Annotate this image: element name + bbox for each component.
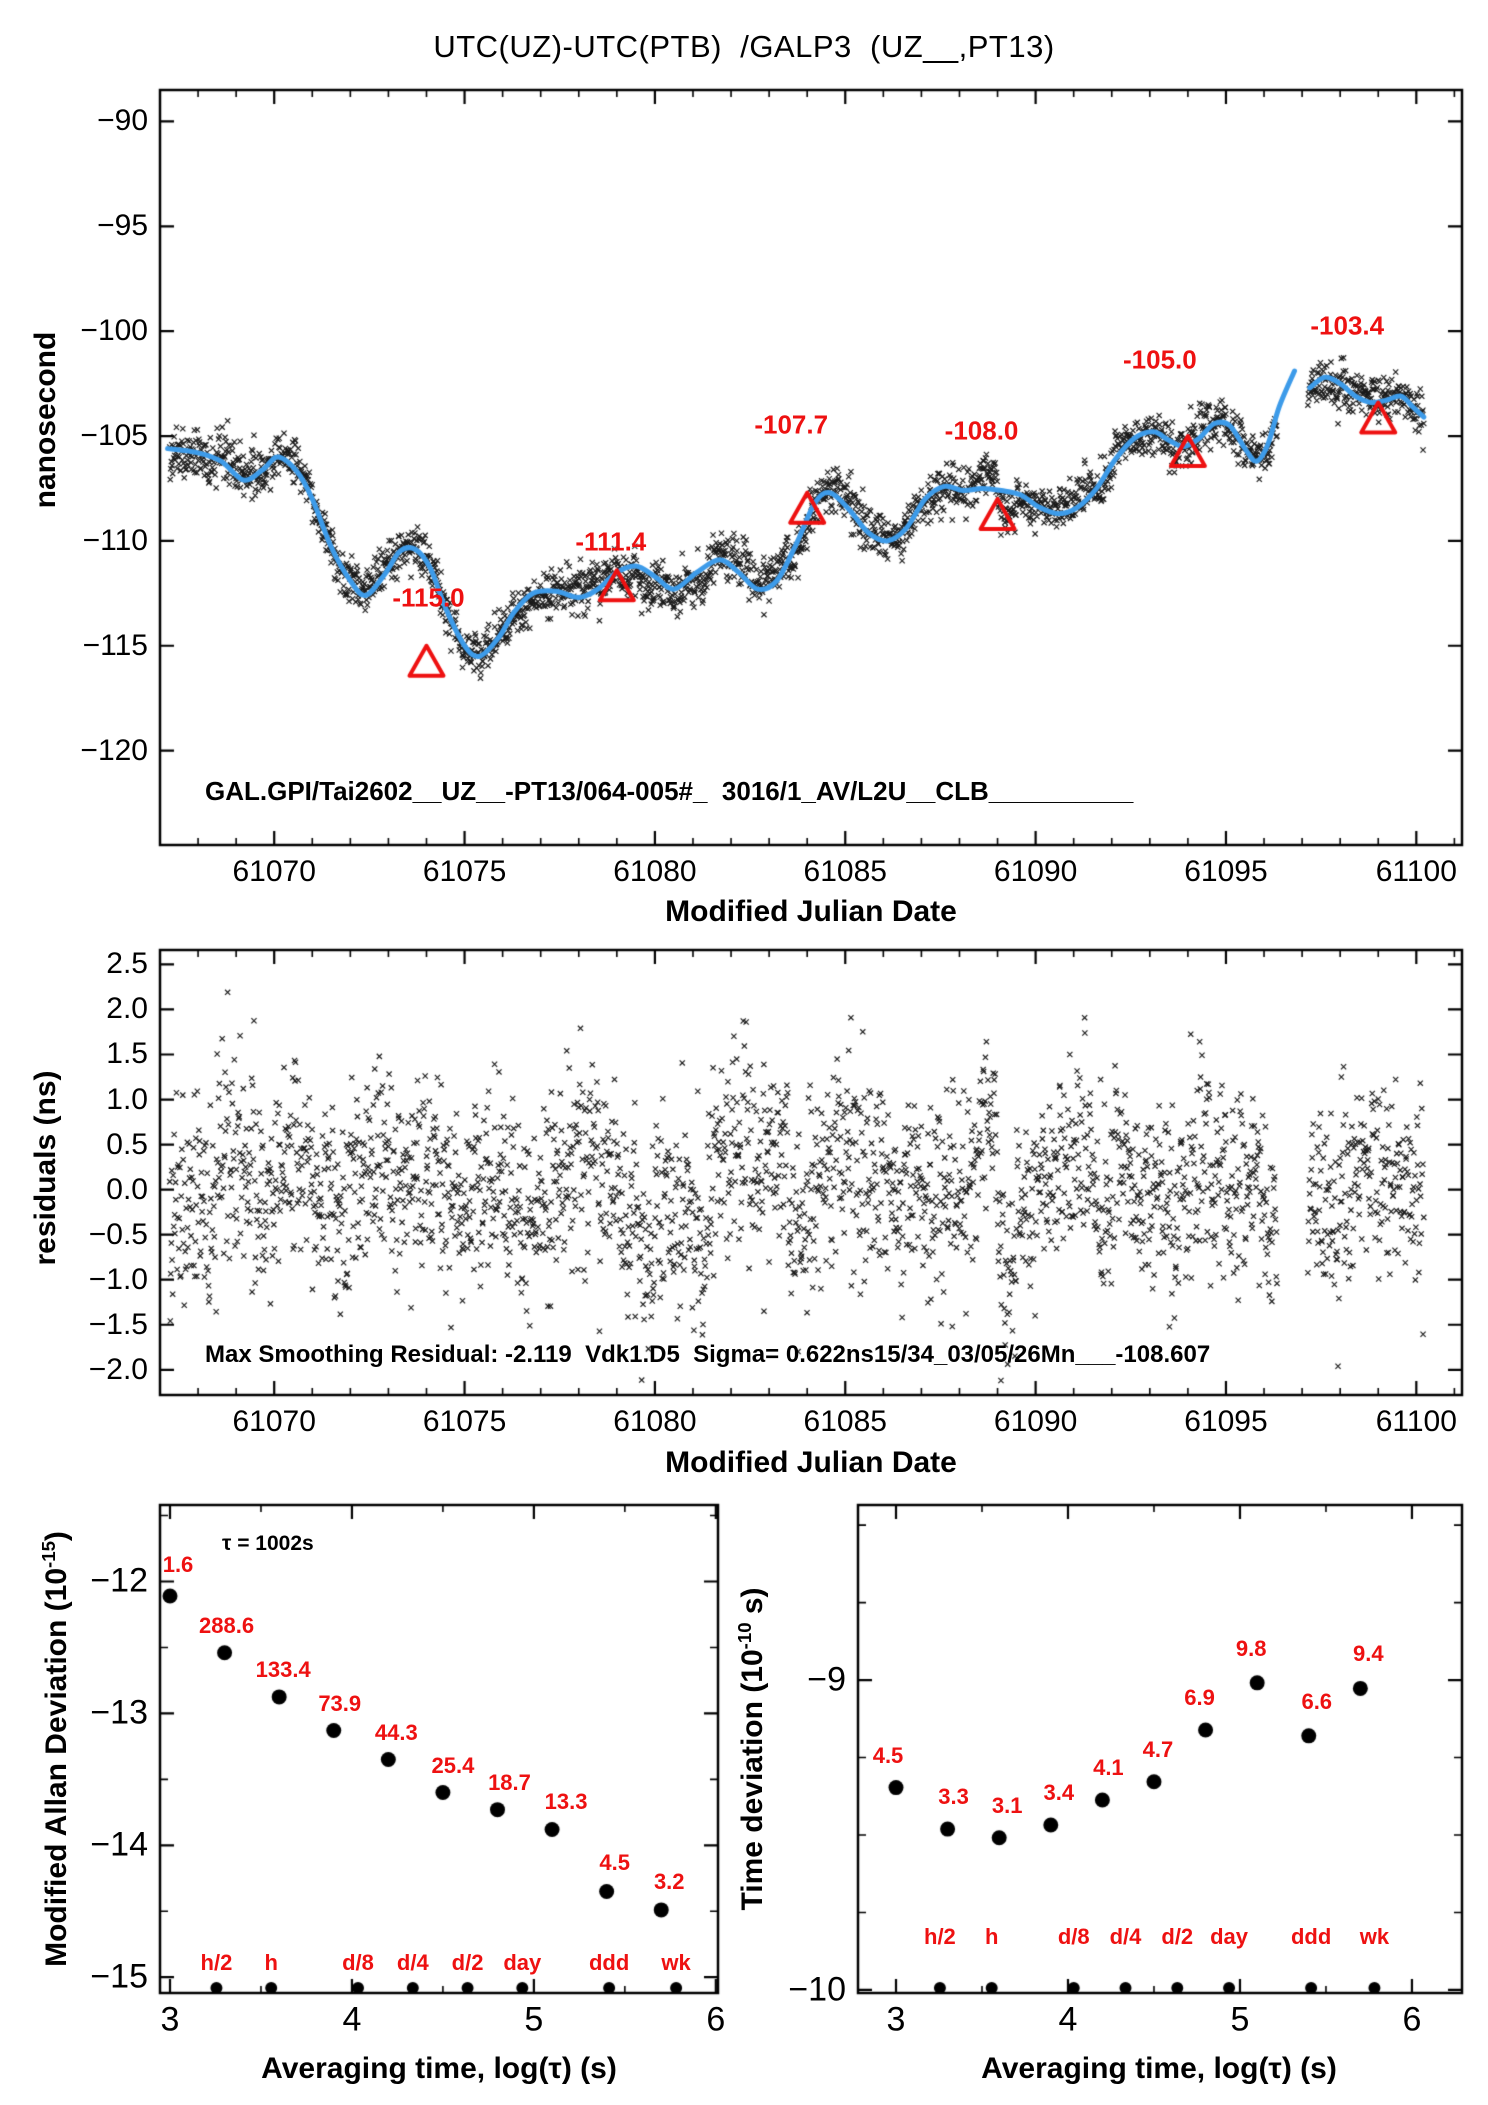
tick-label: −1.0 <box>88 1262 148 1296</box>
triangle-value-label: -111.4 <box>575 526 647 557</box>
triangle-value-label: -105.0 <box>1123 344 1197 375</box>
averaging-timescale-label: h/2 <box>200 1950 233 1975</box>
tick-label: 61095 <box>1184 1405 1268 1438</box>
phase-x-axis-title: Modified Julian Date <box>665 895 957 928</box>
mdev-value-label: 1.6 <box>162 1552 194 1577</box>
tick-label: 61080 <box>613 1405 697 1438</box>
triangle-value-label: -103.4 <box>1310 310 1385 341</box>
tdev-value-label: 6.6 <box>1301 1688 1333 1714</box>
tick-label: 3 <box>886 2000 906 2039</box>
mdev-value-label: 73.9 <box>318 1690 362 1716</box>
averaging-timescale-label: wk <box>661 1950 691 1975</box>
averaging-timescale-label: h/2 <box>924 1924 956 1949</box>
tick-label: 0.0 <box>106 1172 148 1206</box>
mdev-y-axis-title-exp: -15 <box>38 1541 59 1568</box>
mdev-x-axis-title: Averaging time, log(τ) (s) <box>261 2052 617 2085</box>
tick-label: 61090 <box>993 855 1078 888</box>
tick-label: −13 <box>90 1693 148 1732</box>
tick-label: 61075 <box>422 1405 507 1438</box>
mdev-value-label: 13.3 <box>544 1789 588 1815</box>
mdev-value-label: 133.4 <box>255 1656 311 1682</box>
averaging-timescale-label: h <box>984 1924 999 1949</box>
averaging-timescale-label: d/8 <box>1057 1924 1090 1949</box>
tick-label: 4 <box>342 2000 362 2039</box>
triangle-value-label: -108.0 <box>944 415 1019 446</box>
tdev-value-label: 3.4 <box>1043 1780 1075 1806</box>
averaging-timescale-label: d/8 <box>342 1950 374 1975</box>
mdev-value-label: 18.7 <box>488 1769 531 1795</box>
tick-label: −115 <box>82 628 148 662</box>
averaging-timescale-label: d/2 <box>1161 1924 1194 1949</box>
tick-label: 5 <box>524 2000 544 2039</box>
tick-label: −0.5 <box>88 1217 148 1251</box>
tdev-value-label: 3.1 <box>991 1792 1023 1818</box>
tick-label: 61070 <box>232 855 316 888</box>
tdev-y-axis-title-exp: -10 <box>734 1622 755 1650</box>
phase-y-axis-title: nanosecond <box>29 331 62 509</box>
tick-label: −10 <box>788 1970 846 2009</box>
tick-label: −15 <box>90 1957 148 1996</box>
tick-label: 1.5 <box>106 1037 148 1071</box>
tick-label: 6 <box>1402 2000 1422 2039</box>
tdev-y-axis-title-tail: s) <box>736 1587 769 1623</box>
tdev-value-label: 4.5 <box>872 1742 904 1768</box>
tau-note: τ = 1002s <box>222 1532 314 1555</box>
mdev-value-label: 25.4 <box>431 1752 475 1778</box>
tick-label: −14 <box>90 1825 148 1864</box>
averaging-timescale-label: day <box>503 1950 542 1975</box>
tick-label: 61085 <box>803 1405 887 1438</box>
tdev-value-label: 4.7 <box>1142 1736 1174 1762</box>
tick-label: 6 <box>706 2000 726 2039</box>
tick-label: 61090 <box>993 1405 1078 1438</box>
mdev-value-label: 44.3 <box>374 1719 418 1745</box>
tick-label: 61080 <box>613 855 697 888</box>
mdev-y-axis-title-base: Modified Allan Deviation (10 <box>40 1567 73 1967</box>
mdev-y-axis-title <box>38 1531 74 1967</box>
tick-label: −110 <box>82 523 148 557</box>
mdev-value-label: 288.6 <box>199 1612 255 1638</box>
tdev-value-label: 3.3 <box>938 1784 969 1810</box>
phase-annotation: GAL.GPI/Tai2602__UZ__-PT13/064-005#_ 3016/1_AV/L2U__CLB__________ <box>205 776 1134 806</box>
tick-label: 0.5 <box>106 1127 148 1161</box>
averaging-timescale-label: wk <box>1359 1924 1390 1949</box>
tdev-value-label: 6.9 <box>1184 1684 1215 1710</box>
tdev-value-label: 9.4 <box>1353 1641 1384 1667</box>
tdev-y-axis-title <box>734 1587 770 1910</box>
averaging-timescale-label: day <box>1210 1924 1249 1949</box>
tick-label: 61095 <box>1184 855 1268 888</box>
tick-label: −90 <box>97 104 148 138</box>
chart-title: UTC(UZ)-UTC(PTB) /GALP3 (UZ__,PT13) <box>433 29 1055 64</box>
mdev-y-axis-title-tail: ) <box>40 1531 73 1542</box>
tick-label: 61075 <box>422 855 507 888</box>
residuals-annotation: Max Smoothing Residual: -2.119 Vdk1.D5 Sigma= 0.622ns15/34_03/05/26Mn___-108.607 <box>205 1341 1211 1368</box>
tick-label: 5 <box>1230 2000 1250 2039</box>
tick-label: −105 <box>80 419 148 453</box>
averaging-timescale-label: h <box>264 1950 278 1975</box>
tdev-y-axis-title-base: Time deviation (10 <box>736 1649 769 1911</box>
tick-label: 2.5 <box>106 947 148 981</box>
tick-label: 2.0 <box>106 992 148 1026</box>
tick-label: 3 <box>160 2000 180 2039</box>
residuals-x-axis-title: Modified Julian Date <box>665 1446 957 1479</box>
tick-label: 61100 <box>1375 855 1457 888</box>
tick-label: 61070 <box>232 1405 316 1438</box>
mdev-value-label: 4.5 <box>599 1850 630 1876</box>
triangle-value-label: -115.0 <box>392 582 465 613</box>
tick-label: −100 <box>80 314 148 348</box>
tick-label: 1.0 <box>106 1082 148 1116</box>
averaging-timescale-label: ddd <box>588 1950 630 1975</box>
mdev-value-label: 3.2 <box>653 1868 685 1894</box>
residuals-y-axis-title: residuals (ns) <box>29 1070 62 1266</box>
tick-label: −2.0 <box>88 1352 148 1386</box>
tick-label: −120 <box>80 733 148 767</box>
triangle-value-label: -107.7 <box>754 409 829 440</box>
tdev-x-axis-title: Averaging time, log(τ) (s) <box>981 2052 1337 2085</box>
tick-label: 61100 <box>1375 1405 1457 1438</box>
tdev-value-label: 4.1 <box>1093 1754 1124 1780</box>
averaging-timescale-label: ddd <box>1290 1924 1332 1949</box>
tick-label: 61085 <box>803 855 887 888</box>
tick-label: −1.5 <box>88 1307 148 1341</box>
averaging-timescale-label: d/2 <box>451 1950 484 1975</box>
tick-label: 4 <box>1058 2000 1078 2039</box>
averaging-timescale-label: d/4 <box>396 1950 429 1975</box>
tdev-value-label: 9.8 <box>1235 1635 1267 1661</box>
averaging-timescale-label: d/4 <box>1109 1924 1142 1949</box>
tick-label: −95 <box>97 209 148 243</box>
tick-label: −9 <box>807 1660 846 1699</box>
tick-label: −12 <box>90 1561 148 1600</box>
